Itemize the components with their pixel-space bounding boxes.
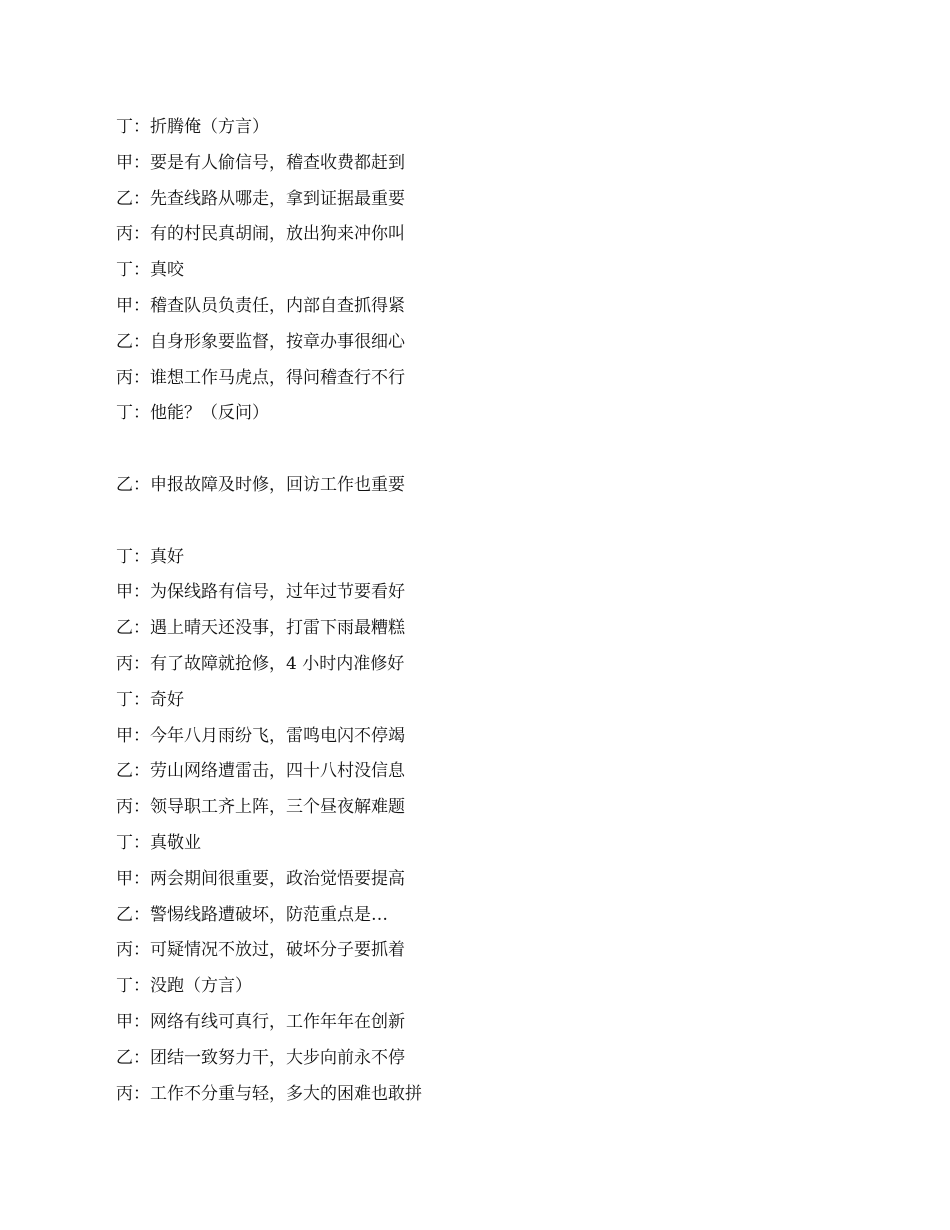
dialogue-line: 乙：遇上晴天还没事，打雷下雨最糟糕 <box>116 618 405 639</box>
dialogue-line: 乙：自身形象要监督，按章办事很细心 <box>116 331 405 352</box>
dialogue-line: 丁：奇好 <box>116 689 184 710</box>
dialogue-line: 丙：可疑情况不放过，破坏分子要抓着 <box>116 940 405 961</box>
dialogue-line: 丁：他能？（反问） <box>116 403 269 424</box>
blank-line <box>116 432 896 468</box>
dialogue-line: 丙：有的村民真胡闹，放出狗来冲你叫 <box>116 224 405 245</box>
dialogue-line: 甲：今年八月雨纷飞，雷鸣电闪不停竭 <box>116 725 405 746</box>
dialogue-line: 乙：劳山网络遭雷击，四十八村没信息 <box>116 761 405 782</box>
dialogue-line: 丁：没跑（方言） <box>116 976 252 997</box>
dialogue-line: 乙：先查线路从哪走，拿到证据最重要 <box>116 188 405 209</box>
blank-line <box>116 504 896 540</box>
dialogue-line: 甲：两会期间很重要，政治觉悟要提高 <box>116 868 405 889</box>
dialogue-line: 乙：申报故障及时修，回访工作也重要 <box>116 474 405 495</box>
dialogue-line: 丁：真咬 <box>116 260 184 281</box>
dialogue-lines <box>116 110 896 1112</box>
dialogue-line: 甲：要是有人偷信号，稽查收费都赶到 <box>116 152 405 173</box>
dialogue-line: 丙：领导职工齐上阵，三个昼夜解难题 <box>116 797 405 818</box>
dialogue-line: 丙：工作不分重与轻，多大的困难也敢拼 <box>116 1083 422 1104</box>
dialogue-line: 甲：稽查队员负责任，内部自查抓得紧 <box>116 295 405 316</box>
dialogue-line: 丙：谁想工作马虎点，得问稽查行不行 <box>116 367 405 388</box>
dialogue-line: 丙：有了故障就抢修，4 小时内准修好 <box>116 653 405 674</box>
dialogue-line: 甲：网络有线可真行，工作年年在创新 <box>116 1011 405 1032</box>
dialogue-line: 乙：警惕线路遭破坏，防范重点是… <box>116 904 388 925</box>
dialogue-line: 乙：团结一致努力干，大步向前永不停 <box>116 1047 405 1068</box>
dialogue-line: 甲：为保线路有信号，过年过节要看好 <box>116 582 405 603</box>
dialogue-line: 丁：折腾俺（方言） <box>116 117 269 137</box>
dialogue-line: 丁：真好 <box>116 546 184 567</box>
dialogue-line: 丁：真敬业 <box>116 832 201 853</box>
